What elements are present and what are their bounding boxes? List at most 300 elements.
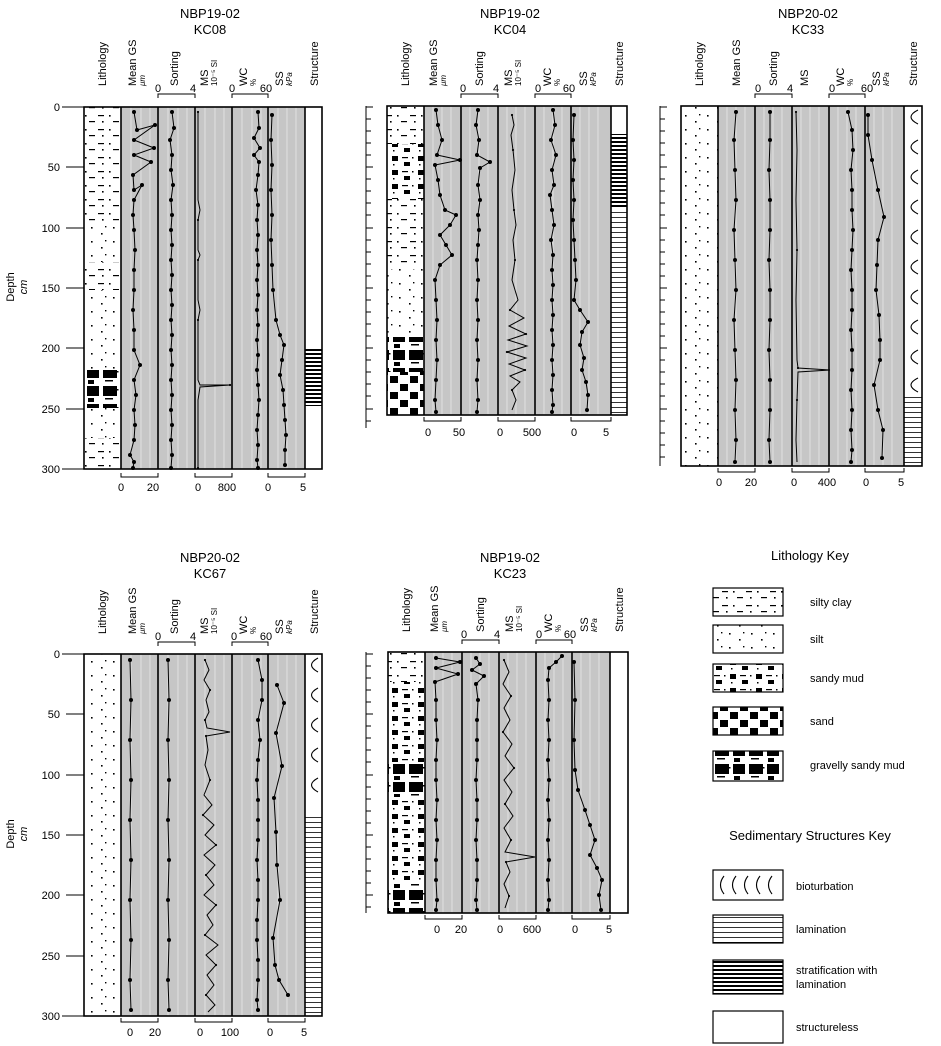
- column-headers: [400, 40, 626, 87]
- sample-dot: [474, 838, 478, 842]
- sample-dot: [510, 695, 512, 697]
- scale-label: 0: [196, 1027, 204, 1039]
- column-unit: %: [553, 78, 562, 86]
- column-header: SS: [578, 71, 590, 86]
- sample-dot: [475, 298, 479, 302]
- sample-dot: [474, 898, 478, 902]
- sample-dot: [272, 796, 276, 800]
- sample-dot: [275, 683, 279, 687]
- key-label: lamination: [796, 924, 847, 936]
- sample-dot: [169, 348, 173, 352]
- sample-dot: [282, 403, 286, 407]
- sample-dot: [796, 249, 798, 251]
- sample-dot: [278, 898, 282, 902]
- sample-dot: [734, 378, 738, 382]
- sample-dot: [849, 460, 853, 464]
- depth-axis-label: Depth: [5, 819, 17, 849]
- scale-label: 0: [126, 1027, 134, 1039]
- column-header: Lithology: [400, 41, 412, 86]
- sample-dot: [866, 113, 870, 117]
- sample-dot: [547, 818, 551, 822]
- sample-dot: [258, 146, 262, 150]
- sample-dot: [796, 399, 798, 401]
- sample-dot: [256, 838, 260, 842]
- sample-dot: [512, 149, 514, 151]
- sample-dot: [209, 779, 211, 781]
- column-header: Structure: [614, 41, 626, 86]
- sample-dot: [170, 243, 174, 247]
- sample-dot: [476, 108, 480, 112]
- sample-dot: [546, 908, 550, 912]
- sample-dot: [256, 798, 260, 802]
- column-unit: %: [249, 78, 258, 86]
- bottom-scale-brackets: [424, 417, 611, 421]
- scale-label: 5: [299, 482, 307, 494]
- column-unit: 10⁻⁵ SI: [210, 607, 219, 634]
- sample-dot: [434, 338, 438, 342]
- sample-dot: [132, 408, 136, 412]
- sample-dot: [205, 874, 207, 876]
- sample-dot: [850, 188, 854, 192]
- depth-axis-unit: cm: [18, 826, 30, 842]
- sample-dot: [470, 668, 474, 672]
- sample-dot: [256, 173, 260, 177]
- sample-dot: [476, 398, 480, 402]
- depth-tick-label: 100: [41, 770, 60, 782]
- depth-tick-label: 200: [41, 343, 60, 355]
- scale-label: 4: [493, 629, 501, 641]
- sample-dot: [503, 659, 505, 661]
- sample-dot: [876, 408, 880, 412]
- sample-dot: [256, 203, 260, 207]
- sample-dot: [572, 660, 576, 664]
- scale-label: 5: [605, 924, 613, 936]
- sample-dot: [474, 123, 478, 127]
- column-unit: kPa: [590, 618, 599, 632]
- sample-dot: [525, 333, 527, 335]
- sample-dot: [475, 858, 479, 862]
- scale-label: 0: [571, 924, 579, 936]
- sample-dot: [876, 188, 880, 192]
- sample-dot: [546, 758, 550, 762]
- sample-dot: [255, 368, 259, 372]
- lithology-column: [681, 106, 718, 466]
- sample-dot: [476, 318, 480, 322]
- sample-dot: [767, 258, 771, 262]
- column-header: Structure: [614, 587, 626, 632]
- key-swatch-structureless: [713, 1011, 783, 1043]
- sample-dot: [476, 698, 480, 702]
- sample-dot: [550, 358, 554, 362]
- sample-dot: [552, 223, 556, 227]
- sample-dot: [588, 853, 592, 857]
- sample-dot: [551, 108, 555, 112]
- key-swatch-sand: [713, 707, 783, 735]
- scale-label: 0: [535, 629, 543, 641]
- sample-dot: [132, 228, 136, 232]
- sample-dot: [166, 818, 170, 822]
- structures-key-title: Sedimentary Structures Key: [729, 828, 891, 843]
- sample-dot: [846, 110, 850, 114]
- sample-dot: [478, 662, 482, 666]
- top-scale-brackets: [158, 94, 268, 98]
- depth-tick-label: 50: [47, 709, 60, 721]
- sample-dot: [132, 288, 136, 292]
- scale-label: 0: [266, 1027, 274, 1039]
- column-header: SS: [274, 619, 286, 634]
- sample-dot: [283, 463, 287, 467]
- sample-dot: [475, 818, 479, 822]
- sample-dot: [475, 258, 479, 262]
- scale-label: 60: [563, 629, 577, 641]
- sample-dot: [257, 398, 261, 402]
- sample-dot: [169, 168, 173, 172]
- sample-dot: [215, 904, 217, 906]
- scale-label: 0: [754, 83, 762, 95]
- scale-label: 5: [897, 477, 905, 489]
- lithology-column: [387, 106, 424, 415]
- sample-dot: [172, 126, 176, 130]
- sample-dot: [278, 373, 282, 377]
- sample-dot: [169, 408, 173, 412]
- scale-label: 0: [264, 482, 272, 494]
- sample-dot: [434, 718, 438, 722]
- core-kc23: [366, 550, 628, 936]
- scale-label: 4: [492, 83, 500, 95]
- sample-dot: [129, 698, 133, 702]
- column-header: Lithology: [97, 589, 109, 634]
- scale-label: 500: [522, 427, 542, 439]
- column-headers: [694, 40, 920, 86]
- sample-dot: [514, 259, 516, 261]
- sample-dot: [546, 838, 550, 842]
- column-header: Mean GS: [429, 585, 441, 632]
- core-title-line1: NBP19-02: [180, 6, 240, 21]
- sample-dot: [554, 660, 558, 664]
- column-header: MS: [504, 615, 516, 632]
- core-title-line2: KC08: [193, 22, 227, 37]
- sample-dot: [133, 423, 137, 427]
- key-label: stratification with lamination: [796, 965, 878, 991]
- column-header: Lithology: [694, 41, 706, 86]
- sample-dot: [524, 369, 526, 371]
- depth-axis-label: Depth: [5, 272, 17, 302]
- structure-column: [305, 107, 322, 469]
- sample-dot: [880, 456, 884, 460]
- sample-dot: [170, 153, 174, 157]
- sample-dot: [458, 158, 462, 162]
- column-unit: μm: [439, 74, 448, 86]
- sample-dot: [546, 718, 550, 722]
- sample-dot: [229, 384, 231, 386]
- sample-dot: [132, 328, 136, 332]
- column-header: SS: [871, 71, 883, 86]
- sample-dot: [734, 110, 738, 114]
- sample-dot: [132, 188, 136, 192]
- sample-dot: [595, 866, 599, 870]
- sample-dot: [128, 738, 132, 742]
- sample-dot: [552, 183, 556, 187]
- bottom-scale-labels: [127, 1027, 307, 1039]
- sample-dot: [284, 433, 288, 437]
- sample-dot: [434, 818, 438, 822]
- sample-dot: [169, 258, 173, 262]
- sample-dot: [546, 678, 550, 682]
- key-swatch-bioturbation: [713, 870, 783, 900]
- sample-dot: [502, 731, 504, 733]
- sample-dot: [215, 964, 217, 966]
- sample-dot: [768, 288, 772, 292]
- scale-label: 0: [570, 427, 578, 439]
- sample-dot: [866, 133, 870, 137]
- sample-dot: [768, 460, 772, 464]
- depth-tick-label: 0: [53, 102, 60, 114]
- sample-dot: [475, 798, 479, 802]
- sample-dot: [255, 998, 259, 1002]
- sample-dot: [167, 858, 171, 862]
- sample-dot: [878, 338, 882, 342]
- sample-dot: [169, 318, 173, 322]
- sample-dot: [553, 123, 557, 127]
- sample-dot: [135, 128, 139, 132]
- sample-dot: [576, 788, 580, 792]
- key-label: silty clay: [810, 597, 852, 609]
- scale-label: 0: [460, 629, 468, 641]
- sample-dot: [170, 273, 174, 277]
- sample-dot: [734, 438, 738, 442]
- sample-dot: [169, 288, 173, 292]
- sample-dot: [768, 318, 772, 322]
- sample-dot: [256, 263, 260, 267]
- sample-dot: [474, 778, 478, 782]
- sample-dot: [260, 678, 264, 682]
- sample-dot: [573, 258, 577, 262]
- top-scale-brackets: [158, 642, 268, 646]
- column-unit: 10⁻⁵ SI: [210, 59, 219, 86]
- sample-dot: [271, 288, 275, 292]
- column-header: MS: [199, 69, 211, 86]
- sample-dot: [205, 994, 207, 996]
- sample-dot: [458, 660, 462, 664]
- scale-label: 4: [786, 83, 794, 95]
- sample-dot: [850, 208, 854, 212]
- sample-dot: [434, 378, 438, 382]
- sample-dot: [256, 110, 260, 114]
- sample-dot: [874, 288, 878, 292]
- column-unit: 10⁻⁵ SI: [514, 59, 523, 86]
- sample-dot: [435, 153, 439, 157]
- sample-dot: [547, 698, 551, 702]
- depth-ticks: [366, 106, 373, 428]
- key-swatch-sandy-mud: [713, 664, 783, 692]
- sample-dot: [550, 298, 554, 302]
- sample-dot: [167, 698, 171, 702]
- sample-dot: [513, 767, 515, 769]
- sample-dot: [546, 878, 550, 882]
- scale-label: 5: [300, 1027, 308, 1039]
- column-header: Structure: [908, 41, 920, 86]
- scale-label: 0: [117, 482, 125, 494]
- scale-label: 0: [194, 482, 202, 494]
- scale-label: 0: [433, 924, 441, 936]
- sample-dot: [872, 383, 876, 387]
- sample-dot: [443, 208, 447, 212]
- data-panel: [425, 652, 610, 913]
- sample-dot: [488, 160, 492, 164]
- sample-dot: [585, 408, 589, 412]
- column-headers: [97, 588, 321, 635]
- sample-dot: [167, 1008, 171, 1012]
- column-header: WC: [238, 67, 250, 86]
- column-header: Sorting: [475, 597, 487, 632]
- sample-dot: [797, 367, 799, 369]
- sample-dot: [768, 408, 772, 412]
- sample-dot: [506, 351, 508, 353]
- sample-dot: [282, 343, 286, 347]
- sample-dot: [260, 698, 264, 702]
- sample-dot: [197, 319, 199, 321]
- depth-tick-label: 250: [41, 404, 60, 416]
- depth-tick-label: 100: [41, 223, 60, 235]
- scale-label: 0: [228, 83, 236, 95]
- depth-ticks: [62, 654, 84, 1016]
- column-header: WC: [835, 67, 847, 86]
- bottom-scale-brackets: [121, 473, 305, 477]
- sample-dot: [578, 343, 582, 347]
- sample-dot: [133, 248, 137, 252]
- sample-dot: [593, 838, 597, 842]
- sample-dot: [286, 993, 290, 997]
- sample-dot: [434, 410, 438, 414]
- top-scale-brackets: [461, 94, 571, 98]
- core-kc33: [660, 6, 922, 489]
- sample-dot: [571, 138, 575, 142]
- sample-dot: [877, 313, 881, 317]
- core-title-line2: KC23: [493, 566, 527, 581]
- sample-dot: [170, 393, 174, 397]
- key-label: bioturbation: [796, 881, 854, 893]
- sample-dot: [283, 448, 287, 452]
- column-header: Mean GS: [127, 587, 139, 634]
- sample-dot: [438, 233, 442, 237]
- column-header: WC: [542, 67, 554, 86]
- sample-dot: [256, 978, 260, 982]
- sample-dot: [256, 466, 260, 470]
- column-header: Mean GS: [127, 39, 139, 86]
- sample-dot: [169, 198, 173, 202]
- key-label: gravelly sandy mud: [810, 760, 905, 772]
- sample-dot: [768, 198, 772, 202]
- depth-tick-label: 200: [41, 890, 60, 902]
- sample-dot: [280, 358, 284, 362]
- sample-dot: [572, 238, 576, 242]
- column-headers: [401, 586, 626, 633]
- column-unit: kPa: [285, 620, 294, 634]
- sample-dot: [129, 1008, 133, 1012]
- sample-dot: [474, 656, 478, 660]
- sample-dot: [768, 228, 772, 232]
- sample-dot: [170, 303, 174, 307]
- sample-dot: [732, 228, 736, 232]
- scale-label: 60: [259, 631, 273, 643]
- sample-dot: [511, 389, 513, 391]
- depth-tick-label: 250: [41, 951, 60, 963]
- lithology-key: [713, 548, 905, 781]
- sample-dot: [169, 228, 173, 232]
- sample-dot: [215, 844, 217, 846]
- sample-dot: [450, 253, 454, 257]
- sample-dot: [476, 278, 480, 282]
- column-header: SS: [579, 617, 591, 632]
- sample-dot: [283, 418, 287, 422]
- sample-dot: [138, 363, 142, 367]
- sample-dot: [586, 320, 590, 324]
- depth-tick-labels: [42, 649, 60, 1023]
- sample-dot: [434, 698, 438, 702]
- key-swatch-lamination: [713, 915, 783, 943]
- sample-dot: [434, 656, 438, 660]
- scale-label: 0: [459, 83, 467, 95]
- top-scale-brackets: [755, 94, 865, 98]
- sample-dot: [433, 398, 437, 402]
- column-unit: %: [249, 626, 258, 634]
- scale-label: 0: [154, 83, 162, 95]
- column-unit: kPa: [589, 72, 598, 86]
- scale-label: 0: [424, 427, 432, 439]
- structure-column: [611, 106, 627, 415]
- sample-dot: [134, 393, 138, 397]
- sample-dot: [547, 858, 551, 862]
- sample-dot: [128, 658, 132, 662]
- sample-dot: [149, 160, 153, 164]
- bottom-scale-brackets: [718, 468, 904, 472]
- sample-dot: [170, 423, 174, 427]
- sample-dot: [129, 938, 133, 942]
- sample-dot: [509, 309, 511, 311]
- key-label: silt: [810, 634, 824, 646]
- sample-dot: [252, 136, 256, 140]
- sample-dot: [551, 253, 555, 257]
- scale-label: 20: [146, 482, 160, 494]
- sample-dot: [255, 218, 259, 222]
- depth-ticks: [62, 107, 84, 469]
- sample-dot: [252, 153, 256, 157]
- sample-dot: [551, 403, 555, 407]
- sample-dot: [475, 758, 479, 762]
- sample-dot: [170, 213, 174, 217]
- scale-label: 600: [522, 924, 542, 936]
- sample-dot: [270, 263, 274, 267]
- column-header: SS: [274, 71, 286, 86]
- sample-dot: [733, 348, 737, 352]
- sample-dot: [434, 858, 438, 862]
- sample-dot: [599, 908, 603, 912]
- core-kc04: [366, 6, 627, 439]
- sample-dot: [551, 283, 555, 287]
- sample-dot: [849, 268, 853, 272]
- sample-dot: [273, 963, 277, 967]
- sample-dot: [475, 153, 479, 157]
- sample-dot: [277, 978, 281, 982]
- sample-dot: [436, 178, 440, 182]
- sample-dot: [209, 689, 211, 691]
- sample-dot: [550, 388, 554, 392]
- sample-dot: [588, 823, 592, 827]
- column-unit: μm: [138, 74, 147, 86]
- sample-dot: [271, 936, 275, 940]
- sample-dot: [475, 338, 479, 342]
- sample-dot: [434, 666, 438, 670]
